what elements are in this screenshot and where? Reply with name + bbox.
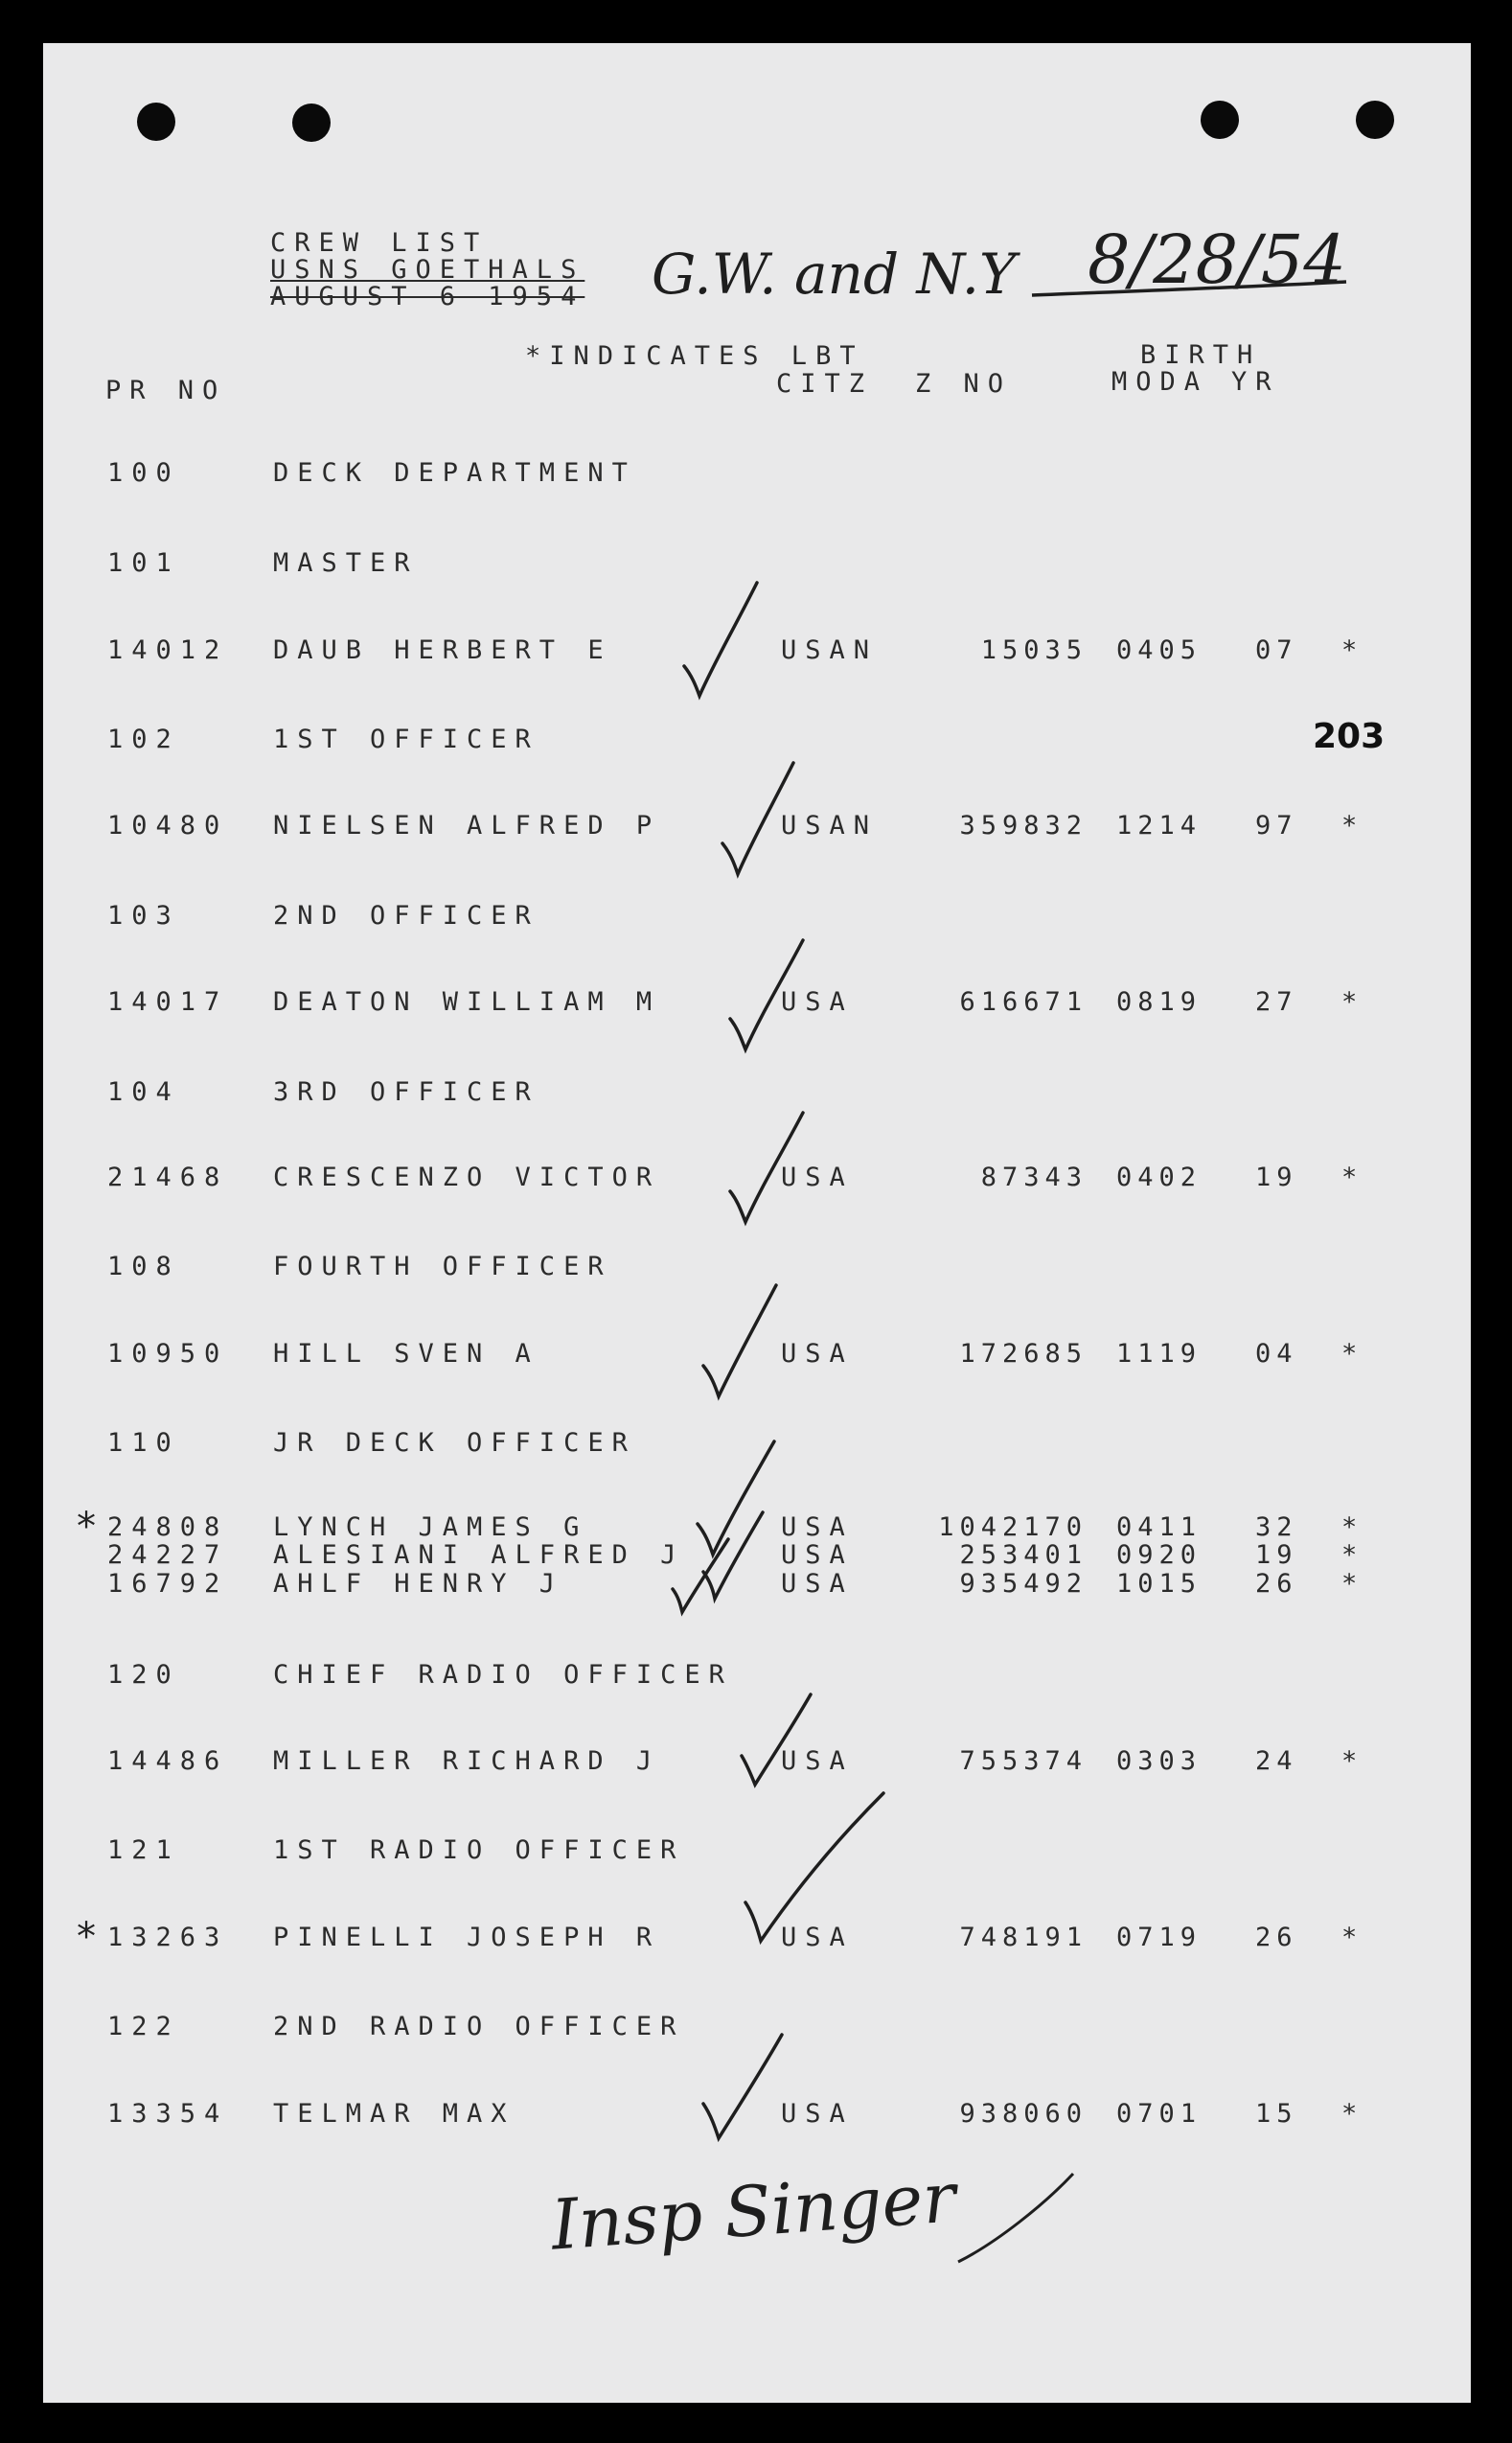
check-mark-icon	[669, 1533, 745, 1620]
section-row: 121 1ST RADIO OFFICER	[107, 1835, 685, 1865]
section-row: 108 FOURTH OFFICER	[107, 1252, 612, 1281]
section-row: 104 3RD OFFICER	[107, 1077, 539, 1107]
crew-row: 14017 DEATON WILLIAM M USA 616671 0819 27 *	[107, 987, 1358, 1017]
column-header-pr-no: PR NO	[105, 376, 227, 405]
section-row: 102 1ST OFFICER	[107, 725, 539, 754]
section-row: 122 2ND RADIO OFFICER	[107, 2012, 685, 2041]
punch-hole	[1201, 101, 1239, 139]
crew-row: 10480 NIELSEN ALFRED P USAN 359832 1214 97 *	[107, 811, 1358, 841]
punch-hole	[292, 104, 331, 142]
column-header-yr: YR	[1231, 367, 1280, 397]
title-ship-name: USNS GOETHALS	[270, 255, 585, 285]
crew-row: 24227 ALESIANI ALFRED J USA 253401 0920 19 *	[107, 1540, 1358, 1570]
section-row: 110 JR DECK OFFICER	[107, 1428, 636, 1458]
punch-hole	[137, 103, 175, 141]
check-mark-icon	[724, 934, 811, 1069]
date-underline	[1030, 278, 1351, 302]
handwritten-route: G.W. and N.Y	[652, 242, 1017, 307]
section-row: 100 DECK DEPARTMENT	[107, 458, 636, 488]
handwritten-date: 8/28/54	[1088, 220, 1346, 299]
birth-heading: BIRTH	[1140, 340, 1262, 370]
page-number-stamp: 203	[1313, 717, 1386, 756]
crew-row: * 13263 PINELLI JOSEPH R USA 748191 0719 26 *	[75, 1915, 1358, 1959]
section-row: 103 2ND OFFICER	[107, 901, 539, 931]
section-row: 101 MASTER	[107, 548, 419, 578]
crew-row: 13354 TELMAR MAX USA 938060 0701 15 *	[107, 2099, 1358, 2129]
column-header-z-no: Z NO	[915, 369, 1013, 399]
crew-row: 21468 CRESCENZO VICTOR USA 87343 0402 19 *	[107, 1163, 1358, 1192]
check-mark-icon	[740, 1787, 903, 1950]
title-struck-date: AUGUST 6 1954	[270, 282, 585, 311]
check-mark-icon	[698, 2027, 784, 2161]
crew-row: 16792 AHLF HENRY J USA 935492 1015 26 *	[107, 1569, 1358, 1599]
check-mark-icon	[717, 757, 803, 891]
check-mark-icon	[698, 1279, 784, 1414]
check-mark-icon	[724, 1107, 811, 1241]
punch-hole	[1356, 101, 1394, 139]
crew-row: * 24808 LYNCH JAMES G USA 1042170 0411 32 *	[75, 1505, 1358, 1549]
handwritten-asterisk: *	[75, 1915, 99, 1959]
signature-flourish	[949, 2166, 1083, 2271]
column-header-citz: CITZ	[776, 369, 874, 399]
column-header-moda: MODA	[1111, 367, 1209, 397]
handwritten-asterisk: *	[75, 1505, 99, 1549]
title-crew-list: CREW LIST	[270, 228, 489, 258]
check-mark-icon	[676, 575, 763, 709]
indicates-lbt-note: *INDICATES LBT	[525, 341, 864, 371]
crew-row: 14486 MILLER RICHARD J USA 755374 0303 24 *	[107, 1746, 1358, 1776]
section-row: 120 CHIEF RADIO OFFICER	[107, 1660, 733, 1690]
crew-row: 10950 HILL SVEN A USA 172685 1119 04 *	[107, 1339, 1358, 1369]
crew-row: 14012 DAUB HERBERT E USAN 15035 0405 07 *	[107, 635, 1358, 665]
inspector-signature: Insp Singer	[548, 2156, 958, 2266]
